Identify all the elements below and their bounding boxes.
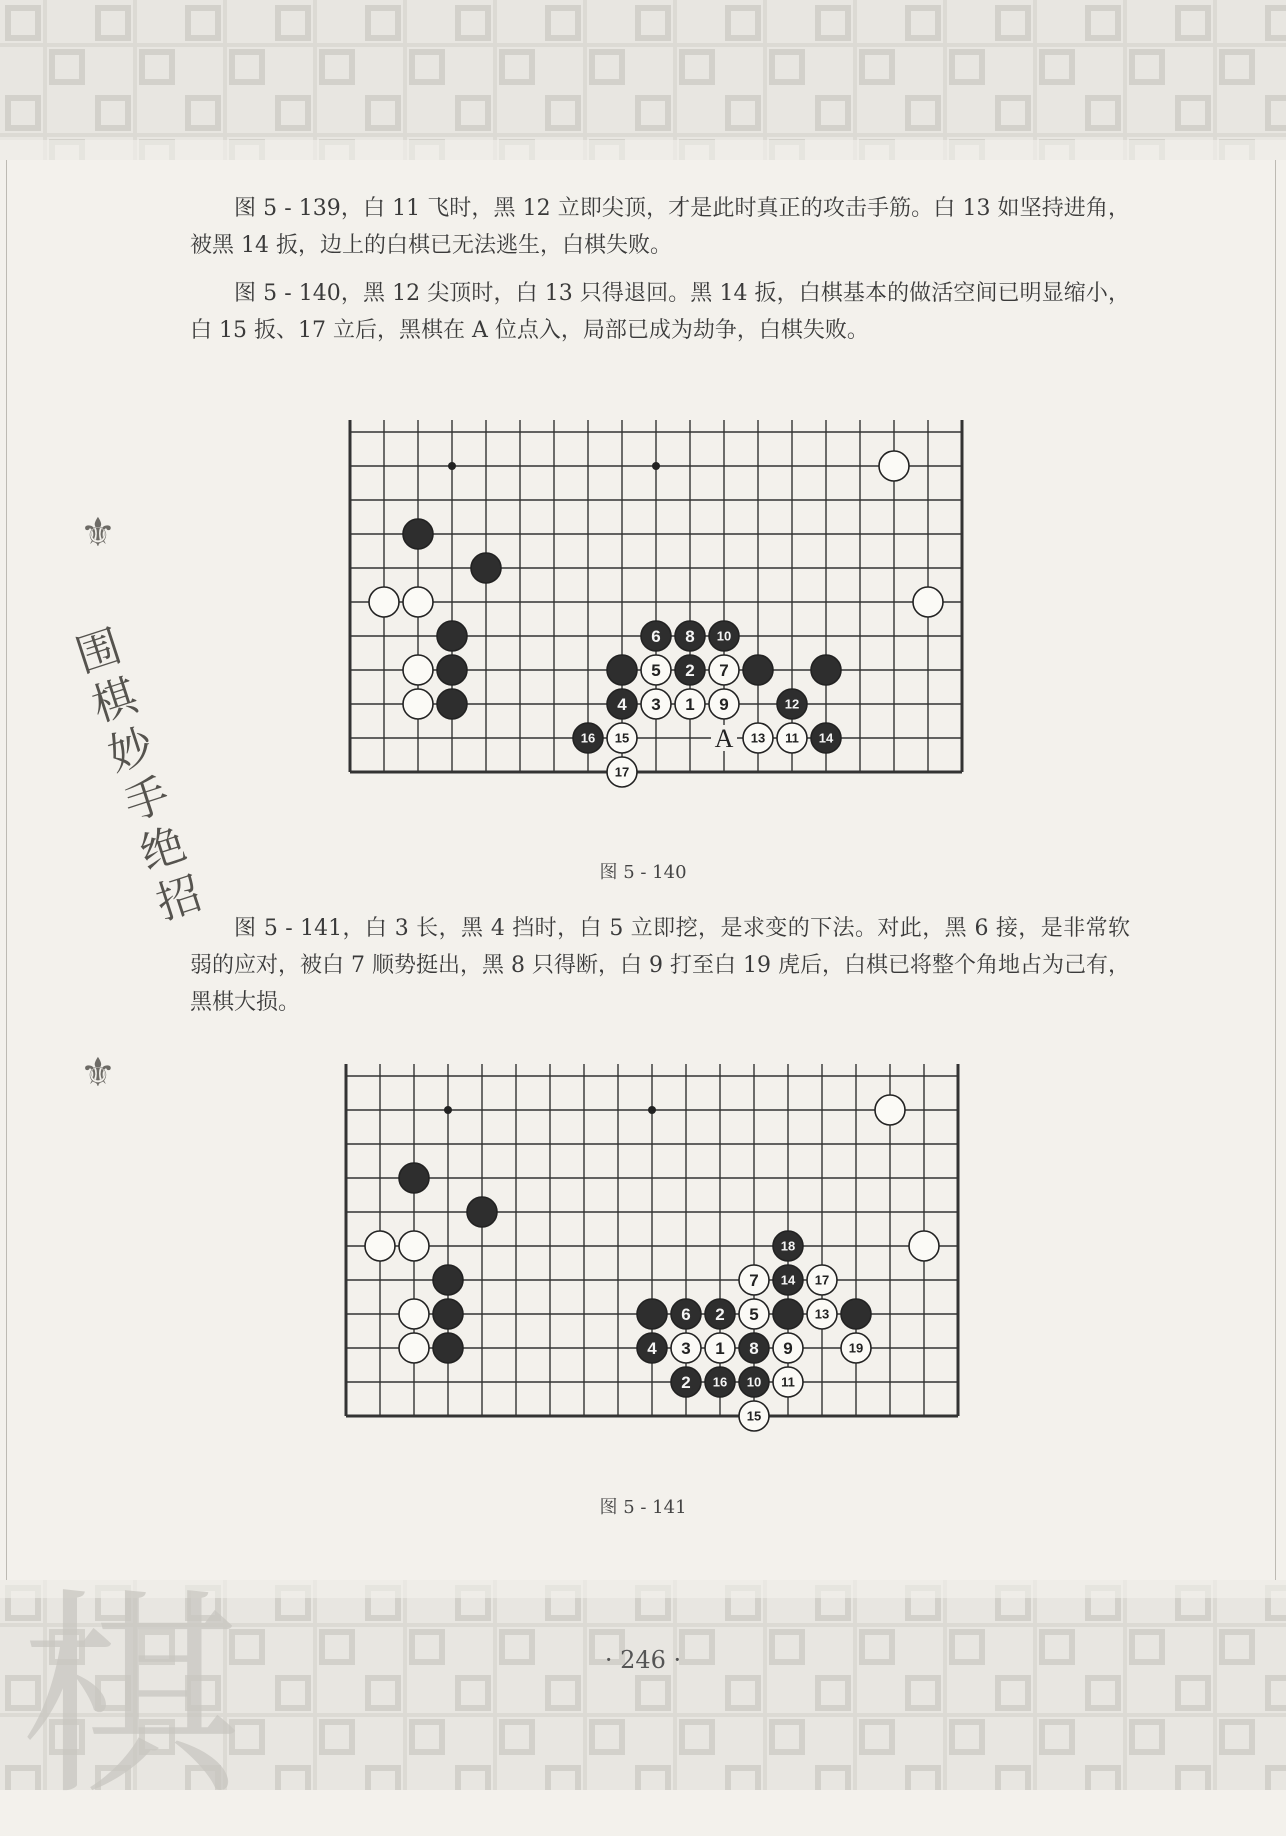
move-number: 11 (781, 1374, 795, 1390)
move-number: 2 (681, 1373, 691, 1393)
move-number: 17 (614, 764, 630, 780)
move-number: 14 (780, 1272, 796, 1288)
black-stone (637, 1299, 667, 1329)
move-number: 3 (651, 695, 661, 715)
black-stone (437, 621, 467, 651)
move-number: 10 (746, 1374, 762, 1390)
move-number: 13 (750, 730, 766, 746)
move-number: 2 (685, 661, 695, 681)
mark-label: A (714, 724, 734, 753)
black-stone (403, 519, 433, 549)
white-stone (365, 1231, 395, 1261)
white-stone (399, 1231, 429, 1261)
white-stone (913, 587, 943, 617)
move-number: 3 (681, 1339, 691, 1359)
black-stone (467, 1197, 497, 1227)
black-stone (433, 1299, 463, 1329)
black-stone (607, 655, 637, 685)
decorative-header-band (0, 0, 1286, 160)
white-stone (879, 451, 909, 481)
move-number: 12 (784, 696, 800, 712)
move-number: 2 (715, 1305, 725, 1325)
go-board-figure-141 (328, 1062, 980, 1442)
move-number: 7 (749, 1271, 759, 1291)
black-stone (437, 655, 467, 685)
ornament-bottom-icon: ⚜ (80, 1050, 116, 1096)
lattice-pattern-top (0, 0, 1286, 160)
black-stone (773, 1299, 803, 1329)
figure-caption-140: 图 5 - 140 (599, 862, 687, 883)
move-number: 1 (685, 695, 695, 715)
black-stone (433, 1265, 463, 1295)
move-number: 4 (647, 1339, 657, 1359)
move-number: 1 (715, 1339, 725, 1359)
move-number: 5 (749, 1305, 759, 1325)
move-number: 8 (749, 1339, 759, 1359)
move-number: 9 (783, 1339, 793, 1359)
star-point (652, 462, 660, 470)
star-point (648, 1106, 656, 1114)
move-number: 16 (580, 730, 596, 746)
white-stone (403, 689, 433, 719)
vertical-book-title (38, 490, 208, 1130)
move-number: 6 (651, 627, 661, 647)
white-stone (369, 587, 399, 617)
brush-calligraphy-graphic: 棋 (20, 1569, 241, 1825)
page-number: · 246 · (604, 1646, 682, 1674)
move-number: 10 (716, 628, 732, 644)
black-stone (399, 1163, 429, 1193)
move-number: 6 (681, 1305, 691, 1325)
figure-caption-141: 图 5 - 141 (599, 1497, 687, 1518)
move-number: 14 (818, 730, 834, 746)
move-number: 7 (719, 661, 729, 681)
black-stone (743, 655, 773, 685)
white-stone (909, 1231, 939, 1261)
move-number: 16 (712, 1374, 728, 1390)
paragraph-fig-139: 图 5 - 139，白 11 飞时，黑 12 立即尖顶，才是此时真正的攻击手筋。白 13 如坚持进角，被黑 14 扳，边上的白棋已无法逃生，白棋失败。 (190, 196, 1130, 258)
ornament-top-icon: ⚜ (80, 510, 116, 556)
move-number: 9 (719, 695, 729, 715)
star-point (444, 1106, 452, 1114)
white-stone (399, 1299, 429, 1329)
move-number: 18 (780, 1238, 796, 1254)
black-stone (437, 689, 467, 719)
black-stone (811, 655, 841, 685)
star-point (448, 462, 456, 470)
paragraph-fig-141: 图 5 - 141，白 3 长，黑 4 挡时，白 5 立即挖，是求变的下法。对此，黑 6 接，是非常软弱的应对，被白 7 顺势挺出，黑 8 只得断，白 9 打至白 19 虎后，白棋已将整个角地占为己有，黑棋大损。 (190, 916, 1130, 1015)
move-number: 5 (651, 661, 661, 681)
move-number: 8 (685, 627, 695, 647)
black-stone (433, 1333, 463, 1363)
black-stone (471, 553, 501, 583)
black-stone (841, 1299, 871, 1329)
white-stone (875, 1095, 905, 1125)
white-stone (403, 655, 433, 685)
white-stone (403, 587, 433, 617)
move-number: 19 (848, 1340, 864, 1356)
move-number: 11 (785, 730, 799, 746)
move-number: 15 (614, 730, 630, 746)
book-title: 围棋妙手绝招 (62, 622, 208, 935)
move-number: 17 (814, 1272, 830, 1288)
move-number: 15 (746, 1408, 762, 1424)
move-number: 13 (814, 1306, 830, 1322)
paragraph-fig-140: 图 5 - 140，黑 12 尖顶时，白 13 只得退回。黑 14 扳，白棋基本的做活空间已明显缩小，白 15 扳、17 立后，黑棋在 A 位点入，局部已成为劫争，白棋失败。 (190, 281, 1130, 343)
go-board-figure-140 (332, 418, 984, 798)
move-number: 4 (617, 695, 627, 715)
white-stone (399, 1333, 429, 1363)
